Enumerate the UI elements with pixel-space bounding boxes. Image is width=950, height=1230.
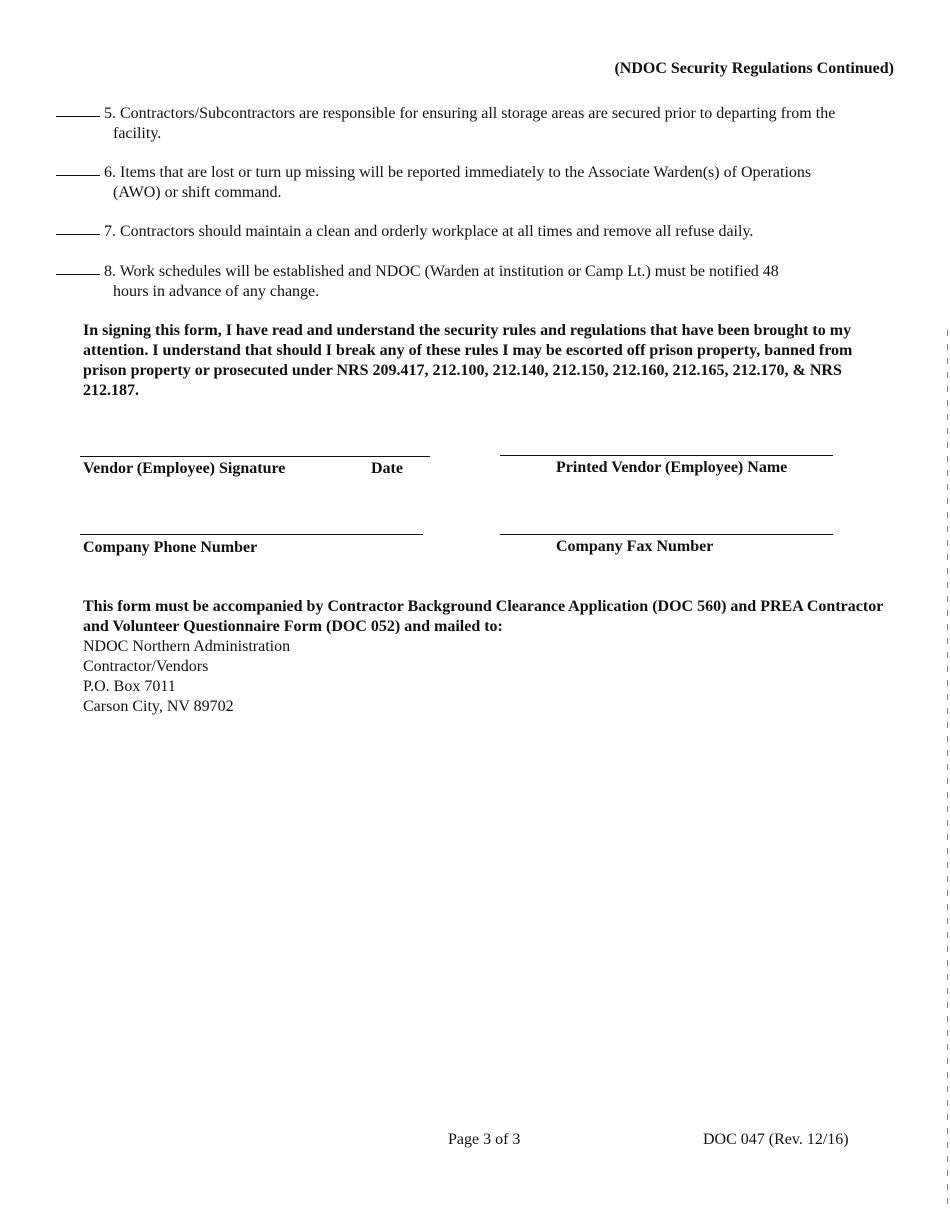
regulation-line: 7. Contractors should maintain a clean and orderly workplace at all times and remove all refuse daily. <box>104 223 754 240</box>
regulation-line: 8. Work schedules will be established and NDOC (Warden at institution or Camp Lt.) must be notified 48 <box>104 263 779 280</box>
initial-blank-line[interactable] <box>56 175 100 176</box>
regulation-line: 6. Items that are lost or turn up missing will be reported immediately to the Associate Warden(s) of Operations <box>104 164 812 181</box>
regulation-item-8 <box>56 262 890 302</box>
acknowledgement-statement: In signing this form, I have read and understand the security rules and regulations that have been brought to my attention. I understand that should I break any of these rules I may be escorted off prison property, banned from prison property or prosecuted under NRS 209.417, 212.100, 212.140, 212.150, 212.160, 212.165, 212.170, & NRS 212.187. <box>83 322 853 399</box>
regulation-line: 5. Contractors/Subcontractors are responsible for ensuring all storage areas are secured prior to departing from the <box>104 105 836 122</box>
regulation-text <box>104 104 890 144</box>
date-label: Date <box>371 460 403 477</box>
regulation-text <box>104 262 890 302</box>
page-header: (NDOC Security Regulations Continued) <box>614 60 894 77</box>
mailing-notice: This form must be accompanied by Contractor Background Clearance Application (DOC 560) and PREA Contractor and Volunteer Questionnaire Form (DOC 052) and mailed to: <box>83 598 883 635</box>
company-fax-line[interactable] <box>500 534 833 535</box>
address-line: Carson City, NV 89702 <box>83 698 234 715</box>
company-phone-label: Company Phone Number <box>83 539 258 556</box>
regulation-item-6 <box>56 163 890 203</box>
regulation-line: hours in advance of any change. <box>113 283 320 300</box>
regulation-line: facility. <box>113 125 162 142</box>
initial-blank-line[interactable] <box>56 274 100 275</box>
document-number: DOC 047 (Rev. 12/16) <box>703 1131 849 1148</box>
mailing-address <box>83 637 290 717</box>
page-number: Page 3 of 3 <box>448 1131 521 1148</box>
vendor-signature-label: Vendor (Employee) Signature <box>83 460 286 477</box>
regulation-line: (AWO) or shift command. <box>113 184 282 201</box>
scan-edge-artifact <box>947 330 948 1210</box>
initial-blank-line[interactable] <box>56 234 100 235</box>
printed-name-line[interactable] <box>500 455 833 456</box>
company-fax-label: Company Fax Number <box>556 538 714 555</box>
address-line: NDOC Northern Administration <box>83 638 291 655</box>
company-phone-line[interactable] <box>80 534 423 535</box>
regulation-text <box>104 222 890 242</box>
regulation-item-7 <box>56 222 890 242</box>
initial-blank-line[interactable] <box>56 116 100 117</box>
address-line: P.O. Box 7011 <box>83 678 176 695</box>
regulation-item-5 <box>56 104 890 144</box>
printed-name-label: Printed Vendor (Employee) Name <box>556 459 788 476</box>
address-line: Contractor/Vendors <box>83 658 209 675</box>
vendor-signature-line[interactable] <box>80 456 430 457</box>
regulation-text <box>104 163 890 203</box>
